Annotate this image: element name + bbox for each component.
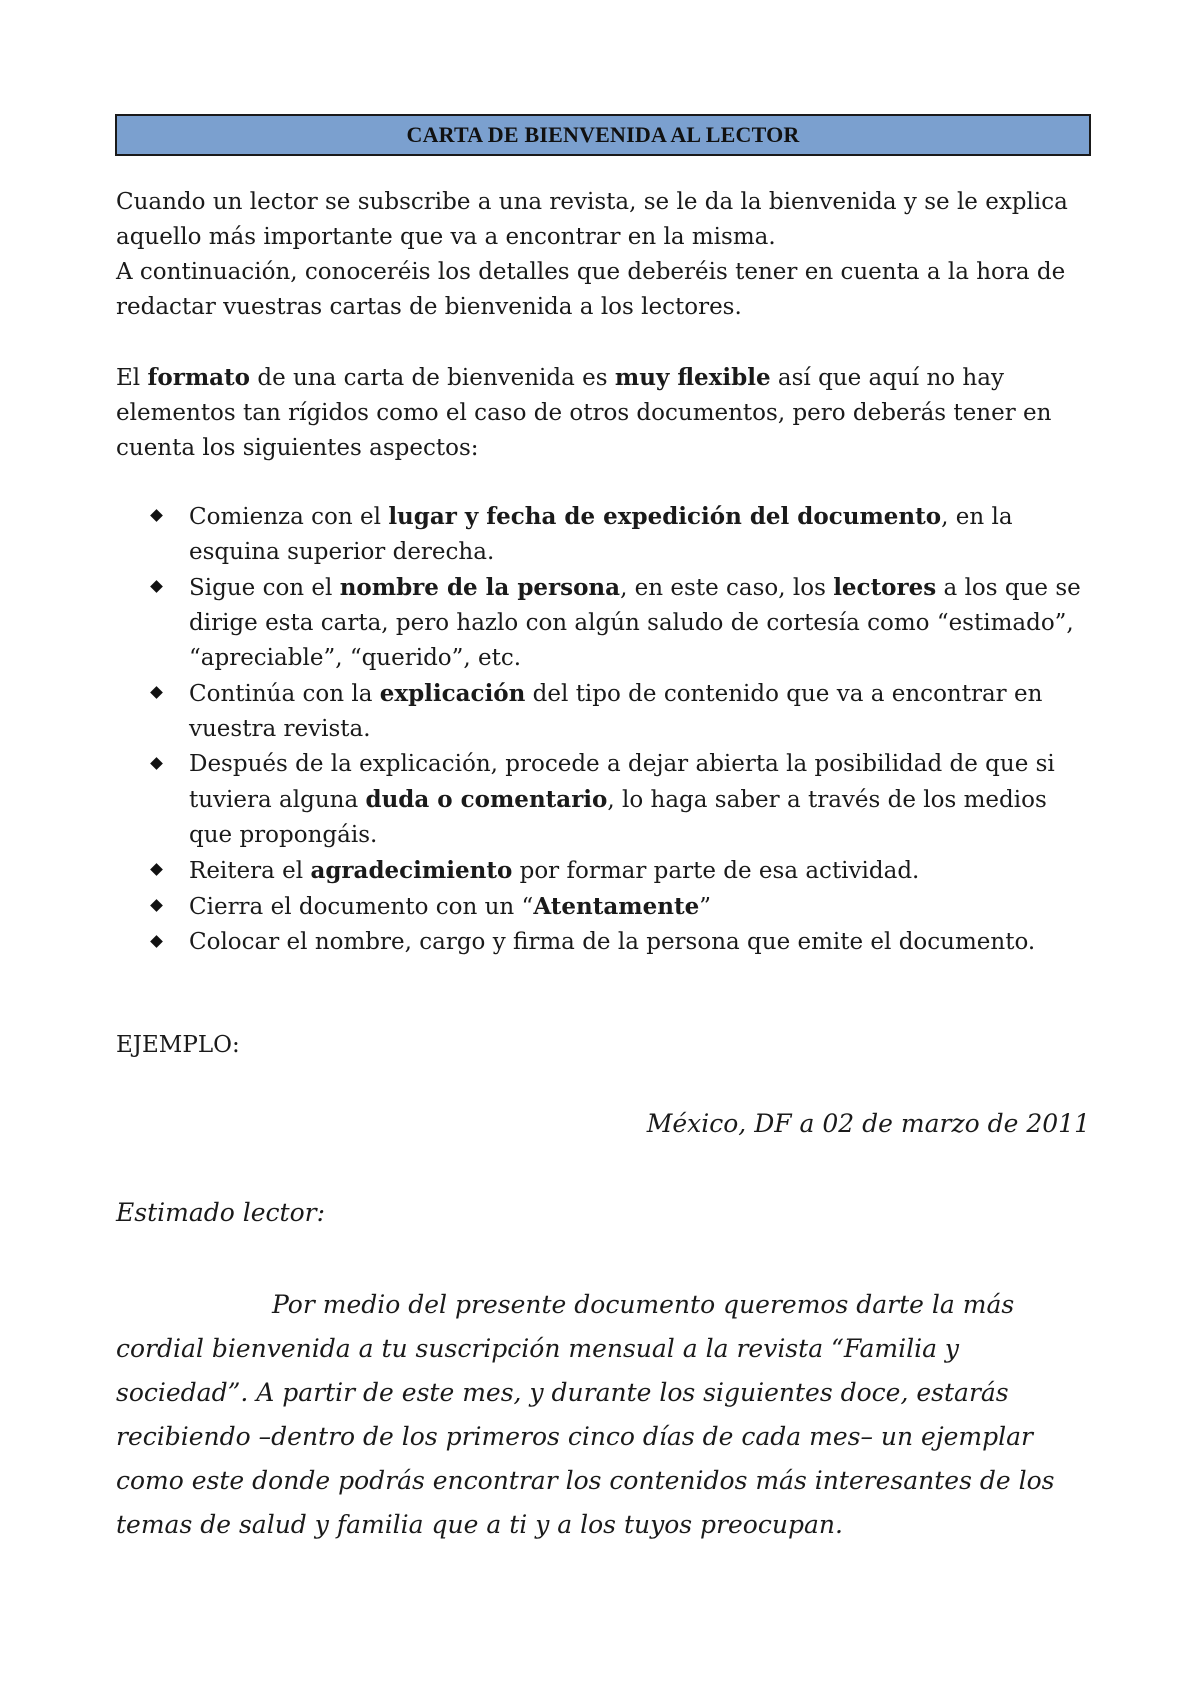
list-item bbox=[116, 889, 1096, 925]
letter-salutation: Estimado lector: bbox=[116, 1198, 325, 1227]
list-item-bold: duda o comentario bbox=[365, 786, 608, 813]
document-title: CARTA DE BIENVENIDA AL LECTOR bbox=[406, 122, 800, 147]
intro-paragraph-1: Cuando un lector se subscribe a una revista, se le da la bienvenida y se le explica aquello más importante que va a encontrar en la misma. bbox=[116, 189, 1068, 250]
list-item-bold: Atentamente bbox=[533, 893, 700, 920]
format-paragraph bbox=[116, 360, 1096, 466]
list-item-text: , en la esquina superior derecha. bbox=[189, 504, 1013, 565]
example-label: EJEMPLO: bbox=[116, 1032, 240, 1058]
list-item-bold: lectores bbox=[833, 574, 937, 601]
list-item-bold: agradecimiento bbox=[310, 857, 513, 884]
list-item bbox=[116, 853, 1096, 889]
list-item-text: Comienza con el bbox=[189, 504, 389, 530]
format-bold-2: muy flexible bbox=[614, 364, 771, 391]
diamond-bullet-icon bbox=[150, 757, 163, 770]
letter-body: Por medio del presente documento queremos darte la más cordial bienvenida a tu suscripción mensual a la revista “Familia y sociedad”. A partir de este mes, y durante los siguientes doce, estarás recibiendo –dentro de los primeros cinco días de cada mes– un ejemplar como este donde podrás encontrar los contenidos más interesantes de los temas de salud y familia que a ti y a los tuyos preocupan. bbox=[116, 1290, 1055, 1539]
format-text-1: El bbox=[116, 365, 148, 391]
list-item-bold: nombre de la persona bbox=[339, 574, 621, 601]
list-item-text: Sigue con el bbox=[189, 575, 340, 601]
list-item-text: por formar parte de esa actividad. bbox=[512, 858, 920, 884]
format-bold-1: formato bbox=[147, 364, 251, 391]
list-item-text: del tipo de contenido que va a encontrar en vuestra revista. bbox=[189, 681, 1043, 742]
list-item-text: Reitera el bbox=[189, 858, 311, 884]
list-item bbox=[116, 499, 1096, 570]
diamond-bullet-icon bbox=[150, 509, 163, 522]
list-item-text: , en este caso, los bbox=[620, 575, 834, 601]
list-item-text: Después de la explicación, procede a dejar abierta la posibilidad de que si tuviera alguna bbox=[189, 751, 1055, 813]
aspects-list bbox=[116, 499, 1096, 960]
list-item bbox=[116, 676, 1096, 747]
diamond-bullet-icon bbox=[150, 899, 163, 912]
diamond-bullet-icon bbox=[150, 863, 163, 876]
format-section bbox=[116, 360, 1096, 466]
list-item-text: Continúa con la bbox=[189, 681, 380, 707]
format-text-2: de una carta de bienvenida es bbox=[250, 365, 615, 391]
diamond-bullet-icon bbox=[150, 935, 163, 948]
list-item-text: ” bbox=[699, 894, 711, 920]
diamond-bullet-icon bbox=[150, 580, 163, 593]
letter-date: México, DF a 02 de marzo de 2011 bbox=[646, 1109, 1090, 1138]
list-item-bold: lugar y fecha de expedición del documento bbox=[388, 503, 942, 530]
list-item-text: Colocar el nombre, cargo y firma de la persona que emite el documento. bbox=[189, 929, 1036, 955]
diamond-bullet-icon bbox=[150, 686, 163, 699]
title-banner bbox=[115, 114, 1091, 156]
list-item-bold: explicación bbox=[379, 680, 526, 707]
list-item-text: , lo haga saber a través de los medios que propongáis. bbox=[189, 787, 1047, 848]
list-item bbox=[116, 925, 1096, 960]
intro-section bbox=[116, 185, 1096, 325]
list-item bbox=[116, 570, 1096, 676]
intro-paragraph-2: A continuación, conoceréis los detalles que deberéis tener en cuenta a la hora de redactar vuestras cartas de bienvenida a los lectores. bbox=[116, 259, 1066, 320]
format-text-3: así que aquí no hay elementos tan rígidos como el caso de otros documentos, pero deberás tener en cuenta los siguientes aspectos: bbox=[116, 365, 1052, 461]
list-item-text: Cierra el documento con un “ bbox=[189, 894, 534, 920]
list-item bbox=[116, 747, 1096, 853]
list-item-text: a los que se dirige esta carta, pero hazlo con algún saludo de cortesía como “estimado”, “apreciable”, “querido”, etc. bbox=[189, 575, 1081, 671]
